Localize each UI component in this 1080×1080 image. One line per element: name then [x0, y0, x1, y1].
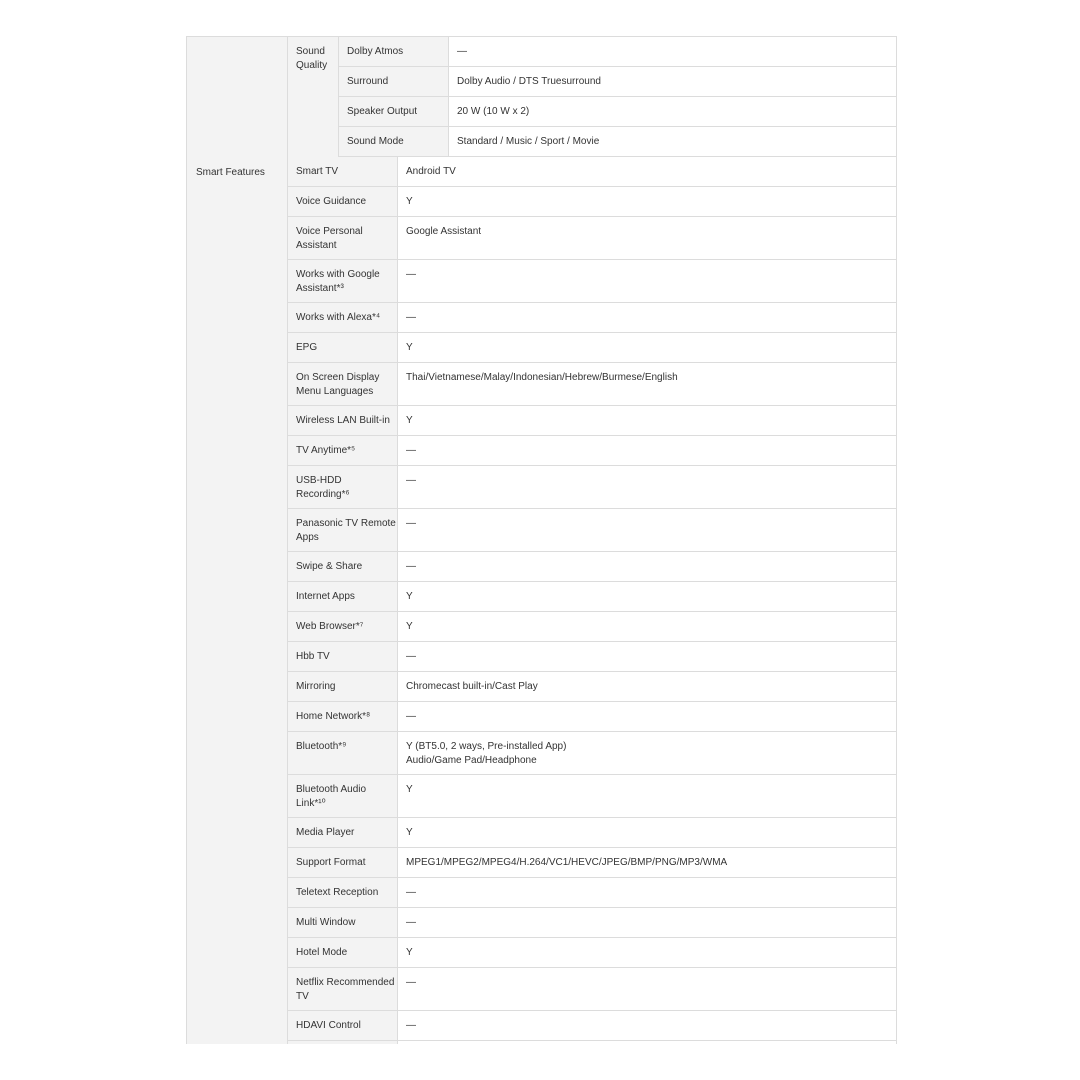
spec-value: [449, 37, 897, 66]
spec-label: Hbb TV: [288, 642, 398, 671]
spec-row: [288, 672, 897, 702]
spec-value: [398, 612, 897, 641]
spec-label: Support Format: [288, 848, 398, 877]
spec-row: [288, 466, 897, 509]
spec-value: [398, 260, 897, 302]
spec-row: [288, 968, 897, 1011]
spec-label: Hotel Mode: [288, 938, 398, 967]
spec-row: [339, 67, 897, 97]
spec-value: [398, 702, 897, 731]
spec-table: [186, 36, 897, 1044]
spec-group: [187, 37, 897, 157]
spec-value-line: Y: [406, 415, 413, 426]
spec-row: [288, 642, 897, 672]
spec-value: [398, 848, 897, 877]
spec-row: [288, 938, 897, 968]
spec-value-line: Thai/Vietnamese/Malay/Indonesian/Hebrew/Burmese/English: [406, 372, 678, 383]
group-label: [187, 37, 288, 157]
spec-value: [398, 878, 897, 907]
spec-value-line: —: [406, 917, 416, 928]
spec-value: [449, 127, 897, 156]
spec-row: [288, 363, 897, 406]
spec-value-line: Y (BT5.0, 2 ways, Pre-installed App): [406, 741, 567, 752]
spec-value: [398, 436, 897, 465]
spec-value: [398, 406, 897, 435]
spec-label: Home Network*⁸: [288, 702, 398, 731]
spec-value: [398, 552, 897, 581]
spec-value: [398, 303, 897, 332]
spec-value: [398, 157, 897, 186]
subgroup-rows: [339, 37, 897, 157]
spec-value-line: —: [406, 887, 416, 898]
spec-row: [288, 509, 897, 552]
spec-value-line: —: [406, 445, 416, 456]
spec-value-line: —: [406, 977, 416, 988]
spec-label: [288, 1041, 398, 1044]
spec-value: [398, 582, 897, 611]
subgroup-label: Sound Quality: [288, 37, 339, 157]
spec-row: [288, 406, 897, 436]
spec-label: Bluetooth Audio Link*¹⁰: [288, 775, 398, 817]
spec-value: [398, 938, 897, 967]
spec-label: Wireless LAN Built-in: [288, 406, 398, 435]
spec-label: EPG: [288, 333, 398, 362]
spec-value: [398, 968, 897, 1010]
spec-value-line: —: [457, 46, 467, 57]
spec-label: Speaker Output: [339, 97, 449, 126]
spec-value-line: Y: [406, 591, 413, 602]
spec-value: [398, 642, 897, 671]
spec-value-line: 20 W (10 W x 2): [457, 106, 530, 117]
spec-label: Bluetooth*⁹: [288, 732, 398, 774]
spec-value: [398, 775, 897, 817]
spec-value-line: Google Assistant: [406, 226, 482, 237]
group-label: Smart Features: [187, 157, 288, 1044]
spec-label: Works with Google Assistant*³: [288, 260, 398, 302]
spec-row: [288, 333, 897, 363]
spec-value-line: —: [406, 312, 416, 323]
spec-row: [288, 436, 897, 466]
spec-label: Web Browser*⁷: [288, 612, 398, 641]
spec-value: [398, 818, 897, 847]
spec-value-line: Android TV: [406, 166, 456, 177]
spec-row: [288, 552, 897, 582]
spec-value: [449, 67, 897, 96]
spec-label: Works with Alexa*⁴: [288, 303, 398, 332]
spec-row: [288, 187, 897, 217]
spec-label: Voice Personal Assistant: [288, 217, 398, 259]
spec-value: [398, 466, 897, 508]
spec-value: [398, 732, 897, 774]
group-body: [288, 37, 897, 157]
spec-value: [398, 363, 897, 405]
spec-value: [398, 187, 897, 216]
group-rows: [288, 157, 897, 1044]
spec-value: [398, 672, 897, 701]
spec-row: [288, 848, 897, 878]
spec-value-line: Y: [406, 827, 413, 838]
spec-label: Netflix Recommended TV: [288, 968, 398, 1010]
group-body: [288, 157, 897, 1044]
spec-label: Media Player: [288, 818, 398, 847]
spec-label: Sound Mode: [339, 127, 449, 156]
spec-row: [288, 260, 897, 303]
spec-value-line: Y: [406, 196, 413, 207]
spec-label: Swipe & Share: [288, 552, 398, 581]
spec-label: TV Anytime*⁵: [288, 436, 398, 465]
spec-value: [398, 509, 897, 551]
spec-label: Multi Window: [288, 908, 398, 937]
spec-group: [187, 157, 897, 1044]
spec-row: [288, 908, 897, 938]
spec-value-line: Standard / Music / Sport / Movie: [457, 136, 600, 147]
spec-value-line: —: [406, 1020, 416, 1031]
spec-value-line: —: [406, 269, 416, 280]
spec-label: USB-HDD Recording*⁶: [288, 466, 398, 508]
spec-row: [339, 37, 897, 67]
spec-row: [339, 127, 897, 157]
spec-value: [398, 217, 897, 259]
spec-row: [288, 732, 897, 775]
spec-row: [288, 582, 897, 612]
spec-value: [398, 333, 897, 362]
spec-value: [398, 1041, 897, 1044]
spec-subgroup: [288, 37, 897, 157]
spec-row: [288, 217, 897, 260]
spec-label: On Screen Display Menu Languages: [288, 363, 398, 405]
spec-value-line: MPEG1/MPEG2/MPEG4/H.264/VC1/HEVC/JPEG/BMP/PNG/MP3/WMA: [406, 857, 728, 868]
spec-value-line: —: [406, 561, 416, 572]
spec-label: Mirroring: [288, 672, 398, 701]
spec-value-line: Y: [406, 947, 413, 958]
spec-value-line: Y: [406, 342, 413, 353]
spec-row: [288, 612, 897, 642]
spec-value-line: —: [406, 711, 416, 722]
spec-row: [288, 878, 897, 908]
spec-label: Teletext Reception: [288, 878, 398, 907]
spec-label: HDAVI Control: [288, 1011, 398, 1040]
spec-row: [288, 775, 897, 818]
spec-label: Internet Apps: [288, 582, 398, 611]
spec-value-line: Dolby Audio / DTS Truesurround: [457, 76, 601, 87]
spec-label: Panasonic TV Remote Apps: [288, 509, 398, 551]
spec-value-line: Y: [406, 621, 413, 632]
spec-value: [398, 1011, 897, 1040]
spec-label: Surround: [339, 67, 449, 96]
spec-value-line: Chromecast built-in/Cast Play: [406, 681, 538, 692]
spec-label: Smart TV: [288, 157, 398, 186]
spec-row: [288, 1041, 897, 1044]
spec-value-line: Y: [406, 784, 413, 795]
spec-value-line: —: [406, 518, 416, 529]
spec-value-line: Audio/Game Pad/Headphone: [406, 754, 537, 766]
spec-row: [339, 97, 897, 127]
spec-label: Voice Guidance: [288, 187, 398, 216]
spec-row: [288, 702, 897, 732]
spec-label: Dolby Atmos: [339, 37, 449, 66]
spec-row: [288, 157, 897, 187]
spec-value: [398, 908, 897, 937]
spec-value: [449, 97, 897, 126]
spec-value-line: —: [406, 475, 416, 486]
spec-row: [288, 818, 897, 848]
spec-value-line: —: [406, 651, 416, 662]
spec-row: [288, 303, 897, 333]
spec-row: [288, 1011, 897, 1041]
